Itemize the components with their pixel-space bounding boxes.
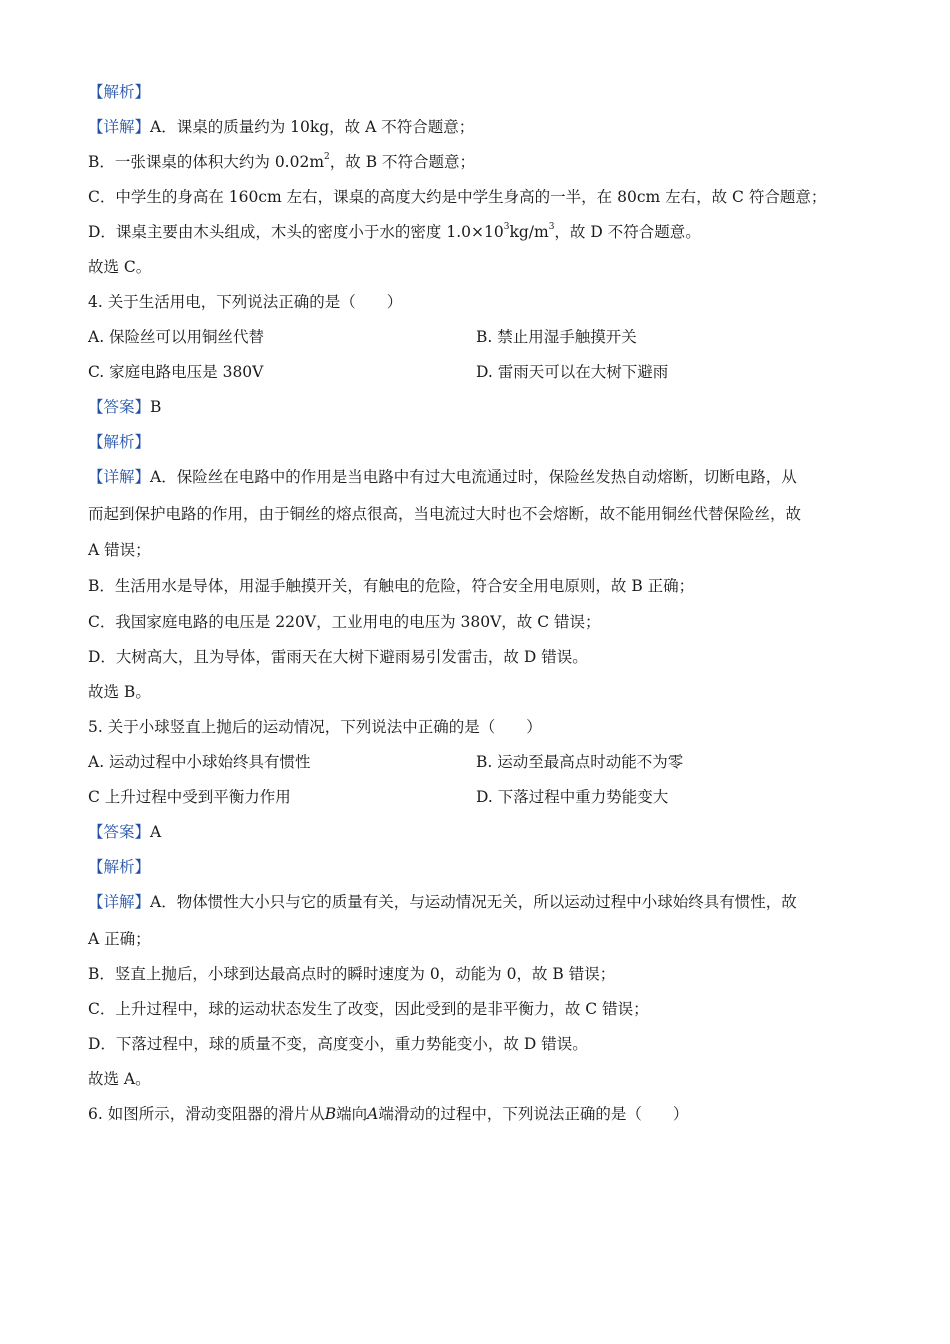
q4-option-d: D. 雷雨天可以在大树下避雨 [476,363,669,381]
q5-answer: 【答案】A [88,823,162,841]
q5-detail-line-c: C．上升过程中，球的运动状态发生了改变，因此受到的是非平衡力，故 C 错误； [88,1000,649,1018]
q5-detail-line-a1: 【详解】A．物体惯性大小只与它的质量有关，与运动情况无关，所以运动过程中小球始终具有惯性，故 [88,893,797,911]
q5-analysis-tag: 【解析】 [88,858,151,876]
q3-analysis-tag: 【解析】 [88,83,151,101]
q4-stem: 4. 关于生活用电，下列说法正确的是（ ） [88,293,403,311]
q4-option-b: B. 禁止用湿手触摸开关 [476,328,637,346]
q4-option-c: C. 家庭电路电压是 380V [88,363,264,381]
q4-option-a: A. 保险丝可以用铜丝代替 [88,328,265,346]
q5-option-d: D. 下落过程中重力势能变大 [476,788,669,806]
q5-conclusion: 故选 A。 [88,1070,151,1088]
q5-option-b: B. 运动至最高点时动能不为零 [476,753,684,771]
q4-detail-line-c: C．我国家庭电路的电压是 220V，工业用电的电压为 380V，故 C 错误； [88,613,601,631]
q3-detail-line-c: C．中学生的身高在 160cm 左右，课桌的高度大约是中学生身高的一半，在 80cm 左右，故 C 符合题意； [88,188,827,206]
q5-detail-line-a2: A 正确； [88,930,151,948]
q5-detail-line-d: D．下落过程中，球的质量不变，高度变小，重力势能变小，故 D 错误。 [88,1035,588,1053]
q6-stem: 6. 如图所示，滑动变阻器的滑片从B端向A端滑动的过程中，下列说法正确的是（ ） [88,1105,689,1123]
q4-detail-line-a2: 而起到保护电路的作用，由于铜丝的熔点很高，当电流过大时也不会熔断，故不能用铜丝代替保险丝，故 [88,505,802,523]
q4-conclusion: 故选 B。 [88,683,151,701]
q4-detail-line-a3: A 错误； [88,541,151,559]
q3-detail-line-b: B．一张课桌的体积大约为 $0.02m^2$，故 B 不符合题意； [88,151,476,171]
q3-detail-line-a: 【详解】A．课桌的质量约为 10kg，故 A 不符合题意； [88,118,475,136]
q3-conclusion: 故选 C。 [88,258,152,276]
q4-analysis-tag: 【解析】 [88,433,151,451]
q5-option-c: C 上升过程中受到平衡力作用 [88,788,291,806]
q5-option-a: A. 运动过程中小球始终具有惯性 [88,753,311,771]
q5-detail-line-b: B．竖直上抛后，小球到达最高点时的瞬时速度为 0，动能为 0，故 B 错误； [88,965,616,983]
q4-detail-line-d: D．大树高大，且为导体，雷雨天在大树下避雨易引发雷击，故 D 错误。 [88,648,588,666]
q4-detail-line-a1: 【详解】A．保险丝在电路中的作用是当电路中有过大电流通过时，保险丝发热自动熔断，切断电路，从 [88,468,797,486]
q4-detail-line-b: B．生活用水是导体，用湿手触摸开关，有触电的危险，符合安全用电原则，故 B 正确； [88,577,695,595]
q5-stem: 5. 关于小球竖直上抛后的运动情况，下列说法中正确的是（ ） [88,718,542,736]
q4-answer: 【答案】B [88,398,162,416]
q3-detail-line-d: D．课桌主要由木头组成，木头的密度小于水的密度 $1.0\times 10^3kg/m^3$，故 D 不符合题意。 [88,221,701,241]
